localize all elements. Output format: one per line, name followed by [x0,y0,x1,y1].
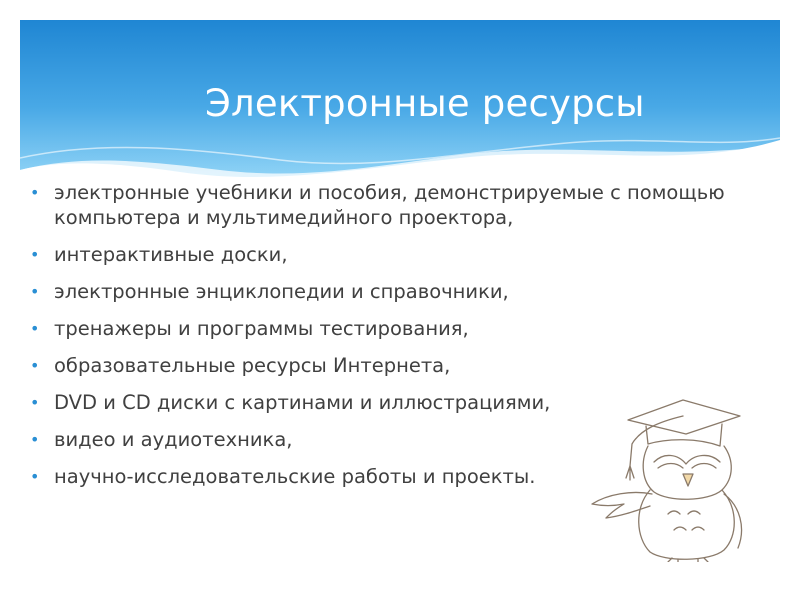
list-item-text: DVD и CD диски с картинами и иллюстрациями, [54,391,551,414]
list-item-text: образовательные ресурсы Интернета, [54,354,451,377]
list-item [30,242,760,267]
bullet-icon: • [30,430,40,449]
list-item-text: тренажеры и программы тестирования, [54,317,469,340]
list-item [30,316,760,341]
owl-with-graduation-cap-icon [588,382,760,562]
bullet-icon: • [30,282,40,301]
list-item [30,180,760,230]
list-item-text: научно-исследовательские работы и проекты. [54,465,536,488]
list-item [30,279,760,304]
bullet-icon: • [30,183,40,202]
bullet-icon: • [30,467,40,486]
bullet-icon: • [30,319,40,338]
slide-title: Электронные ресурсы [205,82,645,125]
bullet-icon: • [30,393,40,412]
bullet-icon: • [30,356,40,375]
list-item-text: интерактивные доски, [54,243,288,266]
list-item-text: электронные энциклопедии и справочники, [54,280,509,303]
list-item-text: видео и аудиотехника, [54,428,293,451]
list-item [30,353,760,378]
bullet-icon: • [30,245,40,264]
list-item-text: электронные учебники и пособия, демонстрируемые с помощью компьютера и мультимедийного проектора, [54,181,725,229]
